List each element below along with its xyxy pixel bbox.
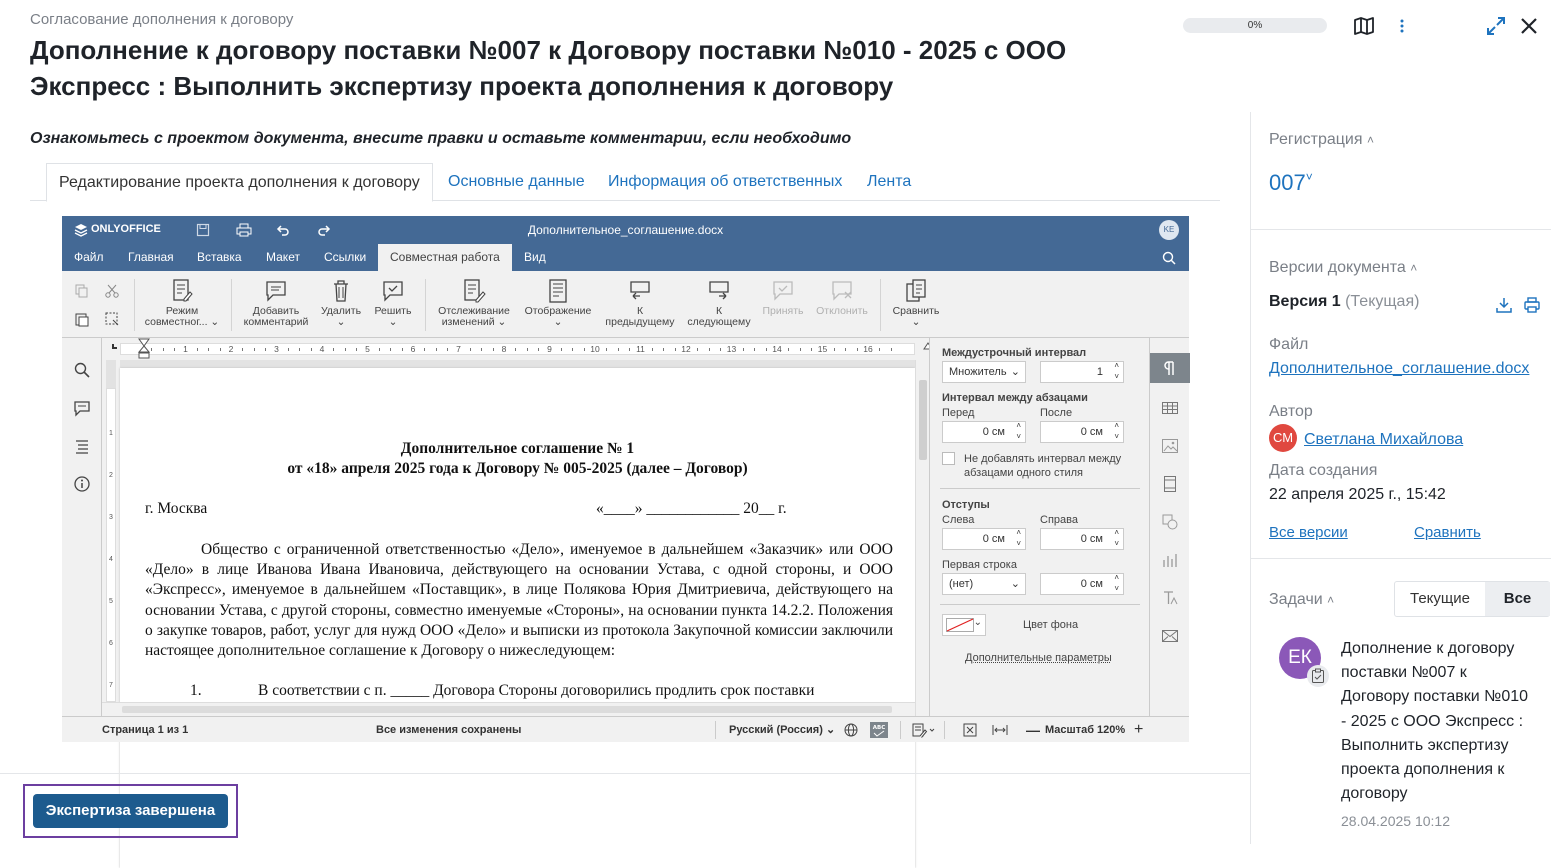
ruler-number: 10 — [590, 344, 600, 354]
indents-label: Отступы — [942, 499, 990, 511]
indent-right-input[interactable] — [1040, 528, 1124, 550]
menu-file[interactable]: Файл — [74, 250, 104, 264]
ruler-number: 16 — [863, 344, 873, 354]
search-icon[interactable] — [1162, 251, 1176, 265]
page-counter[interactable]: Страница 1 из 1 — [102, 724, 189, 736]
review-mode-label-1: Режим — [165, 305, 199, 317]
menu-view[interactable]: Вид — [524, 250, 546, 264]
copy-icon[interactable] — [74, 283, 90, 299]
document-horizontal-scrollbar[interactable] — [102, 702, 915, 716]
editor-right-bar — [1149, 338, 1189, 716]
review-mode-button[interactable]: Режим совместног... ⌄ — [142, 279, 222, 328]
download-icon[interactable] — [1495, 296, 1513, 314]
accept-icon — [771, 279, 795, 303]
registration-section-toggle[interactable] — [1269, 131, 1374, 149]
shape-settings-icon[interactable] — [1161, 513, 1179, 531]
chevron-down-icon: ⌄ — [1010, 578, 1020, 590]
breadcrumb[interactable]: Согласование дополнения к договору — [30, 11, 294, 28]
ruler-number: 4 — [319, 344, 325, 354]
fit-width-icon[interactable] — [992, 723, 1008, 737]
next-change-label-1: К — [715, 305, 723, 317]
svg-text:ABC: ABC — [872, 725, 886, 731]
delete-label: Удалить — [320, 305, 362, 317]
map-icon[interactable] — [1352, 14, 1376, 38]
more-vertical-icon[interactable] — [1394, 14, 1410, 38]
close-icon[interactable] — [1517, 14, 1541, 38]
tab-responsibles[interactable]: Информация об ответственных — [608, 173, 843, 190]
next-change-button[interactable] — [682, 279, 756, 328]
fit-page-icon[interactable] — [963, 723, 977, 737]
line-spacing-label: Междустрочный интервал — [942, 347, 1087, 359]
doc-heading-title: Дополнительное соглашение № 1 — [400, 440, 635, 457]
print-version-icon[interactable] — [1523, 296, 1541, 314]
document-canvas[interactable] — [120, 360, 915, 702]
chevron-down-icon: ⌄ — [1010, 366, 1020, 378]
after-label: После — [1040, 407, 1073, 419]
line-spacing-type-value: Множитель — [949, 366, 1007, 378]
resolve-icon — [381, 279, 405, 303]
ruler-number: 14 — [772, 344, 782, 354]
menu-references[interactable]: Ссылки — [324, 250, 367, 264]
created-label: Дата создания — [1269, 462, 1378, 479]
footer-divider — [0, 773, 1250, 774]
tasks-filter-all[interactable]: Все — [1485, 582, 1550, 616]
tab-bar — [30, 163, 1220, 201]
spinner-icon[interactable]: ˄ ˅ — [1016, 528, 1021, 548]
editor-menu-bar — [62, 244, 1189, 271]
document-vertical-scrollbar[interactable] — [915, 360, 929, 716]
progress-label: 0% — [1247, 20, 1263, 31]
file-link[interactable]: Дополнительное_соглашение.docx — [1269, 360, 1530, 377]
spacing-after-input[interactable] — [1040, 421, 1124, 443]
resolve-label: Решить — [374, 305, 412, 317]
prev-change-icon — [628, 279, 652, 303]
spinner-icon[interactable]: ˄ ˅ — [1114, 361, 1119, 381]
accept-change-button[interactable] — [758, 279, 808, 317]
editor-status-bar — [62, 716, 1189, 742]
tasks-section-toggle[interactable] — [1269, 591, 1334, 609]
display-mode-icon — [546, 279, 570, 303]
tasks-label: Задачи — [1269, 591, 1323, 608]
advanced-settings-link[interactable]: Дополнительные параметры — [965, 652, 1112, 664]
ruler-number: 6 — [410, 344, 416, 354]
track-changes-icon — [462, 279, 486, 303]
paste-icon[interactable] — [74, 311, 90, 327]
indent-left-input[interactable] — [942, 528, 1026, 550]
instruction-text: Ознакомьтесь с проектом документа, внесите правки и оставьте комментарии, если необходимо — [30, 130, 852, 147]
menu-home[interactable]: Главная — [128, 250, 174, 264]
first-line-label: Первая строка — [942, 559, 1017, 571]
line-spacing-value: 1 — [1096, 366, 1103, 378]
prev-change-label-2: предыдущему — [605, 316, 675, 328]
bg-color-label: Цвет фона — [1023, 619, 1079, 631]
doc-item-number: 1. — [190, 682, 202, 699]
editor-toolbar — [62, 271, 1189, 338]
registration-label: Регистрация — [1269, 131, 1363, 148]
review-mode-label-2: совместног... — [144, 316, 208, 328]
spinner-icon[interactable]: ˄ ˅ — [1114, 528, 1119, 548]
reject-change-button[interactable] — [812, 279, 872, 317]
first-line-value: 0 см — [1080, 578, 1103, 590]
next-change-icon — [707, 279, 731, 303]
editor-user-avatar[interactable]: KE — [1159, 220, 1179, 240]
chevron-up-icon: ˄ — [1410, 261, 1418, 275]
ruler-number: 5 — [365, 344, 370, 354]
compare-icon — [904, 279, 928, 303]
task-type-badge — [1307, 665, 1329, 687]
compare-docs-button[interactable]: Сравнить ⌄ — [886, 279, 946, 328]
tab-edit-draft[interactable]: Редактирование проекта дополнения к договору — [46, 163, 433, 202]
ruler-number: 12 — [681, 344, 691, 354]
version-name: Версия 1 — [1269, 293, 1341, 310]
first-line-value-input[interactable] — [1040, 573, 1124, 595]
expertise-done-button[interactable]: Экспертиза завершена — [33, 794, 228, 828]
zoom-in-icon[interactable]: + — [1134, 721, 1144, 738]
chevron-up-icon: ˄ — [1327, 593, 1335, 607]
expertise-done-button-focus-ring — [23, 784, 238, 838]
text-art-icon[interactable] — [1161, 589, 1179, 607]
task-date: 28.04.2025 10:12 — [1341, 813, 1450, 829]
created-value: 22 апреля 2025 г., 15:42 — [1269, 486, 1446, 503]
trash-icon — [331, 279, 351, 303]
prev-change-label-1: К — [636, 305, 644, 317]
author-avatar: СМ — [1269, 424, 1297, 452]
display-mode-button[interactable]: Отображение ⌄ — [520, 279, 596, 328]
doc-date-blank: «____» ____________ 20__ г. — [596, 500, 787, 517]
zoom-level: Масштаб 120% — [1045, 724, 1126, 736]
paragraph-icon — [1161, 359, 1179, 377]
reject-label: Отклонить — [816, 305, 868, 317]
no-space-checkbox[interactable] — [942, 452, 955, 465]
menu-collaboration[interactable]: Совместная работа — [378, 244, 512, 271]
doc-item-text: В соответствии с п. _____ Договора Стороны договорились продлить срок поставки — [258, 682, 815, 699]
versions-section-toggle[interactable] — [1269, 259, 1417, 277]
add-comment-label-1: Добавить — [252, 305, 300, 317]
mail-merge-icon[interactable] — [1161, 627, 1179, 645]
prev-change-button[interactable] — [602, 279, 678, 328]
ruler-number: 13 — [726, 344, 737, 354]
page-title: Дополнение к договору поставки №007 к Договору поставки №010 - 2025 с ООО Экспресс : Выполнить экспертизу проекта дополнения к договору — [30, 35, 1067, 101]
editor-title-bar — [62, 216, 1189, 244]
track-changes-button[interactable]: Отслеживание изменений ⌄ — [432, 279, 516, 328]
ruler-number: 7 — [456, 344, 461, 354]
compare-docs-label: Сравнить — [892, 305, 940, 317]
ruler-number: 3 — [274, 344, 279, 354]
image-settings-icon[interactable] — [1161, 437, 1179, 455]
navigation-icon[interactable] — [73, 437, 91, 455]
track-changes-label-1: Отслеживание — [438, 305, 510, 317]
info-icon[interactable] — [73, 475, 91, 493]
language-select[interactable]: Русский (Россия) ⌄ — [729, 724, 836, 736]
clipboard-icon — [1311, 668, 1325, 684]
track-changes-label-2: изменений — [441, 316, 495, 328]
indent-left-value: 0 см — [982, 533, 1005, 545]
cut-icon[interactable] — [104, 283, 120, 299]
menu-insert[interactable]: Вставка — [197, 250, 242, 264]
display-mode-label: Отображение — [524, 305, 592, 317]
before-label: Перед — [942, 407, 975, 419]
ruler-number: 9 — [547, 344, 552, 354]
doc-heading-date: от «18» апреля 2025 года к Договору № 005-2025 (далее – Договор) — [287, 460, 748, 477]
no-space-label: Не добавлять интервал между абзацами одного стиля — [964, 453, 1122, 479]
delete-comment-button[interactable]: Удалить ⌄ — [318, 279, 364, 328]
next-change-label-2: следующему — [687, 316, 751, 328]
file-label: Файл — [1269, 336, 1309, 353]
header-footer-icon[interactable] — [1161, 475, 1179, 493]
save-status: Все изменения сохранены — [376, 724, 522, 736]
version-entry — [1269, 293, 1419, 311]
spacing-before-input[interactable] — [942, 421, 1026, 443]
task-avatar: ЕК — [1279, 637, 1321, 679]
paragraph-settings-panel — [929, 338, 1149, 716]
author-link[interactable]: Светлана Михайлова — [1304, 431, 1464, 448]
versions-label: Версии документа — [1269, 259, 1406, 276]
first-line-type-value: (нет) — [949, 578, 974, 590]
zoom-out-icon[interactable]: — — [1026, 722, 1040, 738]
find-icon[interactable] — [73, 361, 91, 379]
editor-filename: Дополнительное_соглашение.docx — [527, 223, 724, 237]
editor-brand: ONLYOFFICE — [91, 223, 161, 235]
document-page[interactable] — [120, 368, 915, 868]
ruler-number: 8 — [501, 344, 507, 354]
registration-number[interactable] — [1269, 170, 1313, 196]
spellcheck-icon[interactable] — [870, 722, 888, 738]
document-editor — [62, 216, 1189, 742]
table-settings-icon[interactable] — [1161, 399, 1179, 417]
vertical-ruler[interactable]: 1 2 3 4 5 6 7 — [102, 360, 120, 702]
select-all-icon[interactable] — [104, 311, 120, 327]
expand-icon[interactable] — [1484, 14, 1508, 38]
compare-versions-link[interactable]: Сравнить — [1414, 524, 1481, 541]
progress-bar — [1183, 18, 1327, 33]
add-comment-label-2: комментарий — [243, 316, 309, 328]
chart-settings-icon[interactable] — [1161, 551, 1179, 569]
chevron-up-icon: ˄ — [1366, 133, 1374, 147]
spinner-icon[interactable]: ˄ ˅ — [1114, 573, 1119, 593]
ruler-number: 2 — [228, 344, 234, 354]
resolve-comment-button[interactable]: Решить ⌄ — [370, 279, 416, 328]
globe-icon[interactable] — [844, 723, 858, 737]
indent-left-label: Слева — [942, 514, 975, 526]
add-comment-icon — [264, 279, 288, 303]
spacing-before-value: 0 см — [982, 426, 1005, 438]
spacing-after-value: 0 см — [1080, 426, 1103, 438]
version-current-tag: (Текущая) — [1345, 293, 1420, 310]
registration-number-value: 007 — [1269, 170, 1306, 195]
ruler-number: 1 — [183, 344, 188, 354]
accept-label: Принять — [762, 305, 804, 317]
spinner-icon[interactable]: ˄ ˅ — [1016, 421, 1021, 441]
right-sidebar — [1250, 112, 1550, 844]
ruler-number: 11 — [636, 344, 645, 354]
task-title[interactable]: Дополнение к договору поставки №007 к Договору поставки №010 - 2025 с ООО Экспресс : Выполнить экспертизу проекта дополнения к договору — [1341, 640, 1529, 803]
all-versions-link[interactable]: Все версии — [1269, 524, 1348, 541]
reject-icon — [830, 279, 854, 303]
line-spacing-value-input[interactable] — [1040, 361, 1124, 383]
add-comment-button[interactable] — [238, 279, 314, 328]
horizontal-ruler[interactable] — [102, 338, 929, 360]
editor-left-bar — [62, 338, 102, 716]
tasks-filter — [1394, 581, 1550, 617]
line-spacing-type-select[interactable] — [942, 361, 1026, 383]
tab-main-data[interactable]: Основные данные — [448, 173, 585, 190]
indent-right-value: 0 см — [1080, 533, 1103, 545]
author-label: Автор — [1269, 403, 1313, 420]
chevron-down-icon: ˅ — [1305, 170, 1313, 184]
tab-feed[interactable]: Лента — [867, 173, 912, 190]
no-color-swatch-icon — [946, 618, 974, 632]
para-spacing-label: Интервал между абзацами — [942, 392, 1088, 404]
review-mode-icon — [171, 279, 193, 303]
spinner-icon[interactable]: ˄ ˅ — [1114, 421, 1119, 441]
doc-paragraph: Общество с ограниченной ответственностью «Дело», именуемое в дальнейшем «Заказчик» или ООО «Дело» в лице Иванова Ивана Ивановича, действующего на основании Устава, с одной стороны, и ООО «Экспресс», именуемое в дальнейшем «Поставщик», в лице Полякова Юрия Дмитриевича, действующего на основании Устава, с другой стороны, совместно именуемые «Стороны», на основании пункта 14.2.2. Положения о закупке товаров, работ, услуг для нужд ООО «Дело» и выписки из протокола Закупочной комиссии заключили настоящее дополнительное соглашение к Договору о нижеследующем: — [145, 541, 893, 660]
first-line-type-select[interactable] — [942, 573, 1026, 595]
doc-city: г. Москва — [145, 500, 208, 517]
ruler-number: 15 — [817, 344, 828, 354]
menu-layout[interactable]: Макет — [266, 250, 300, 264]
language-value: Русский (Россия) — [729, 724, 823, 736]
comments-icon[interactable] — [73, 399, 91, 417]
chevron-down-icon: ⌄ — [973, 617, 982, 628]
bg-color-picker[interactable] — [942, 614, 986, 636]
track-changes-status-icon[interactable] — [912, 723, 936, 737]
tasks-filter-current[interactable]: Текущие — [1410, 590, 1470, 607]
indent-right-label: Справа — [1040, 514, 1078, 526]
